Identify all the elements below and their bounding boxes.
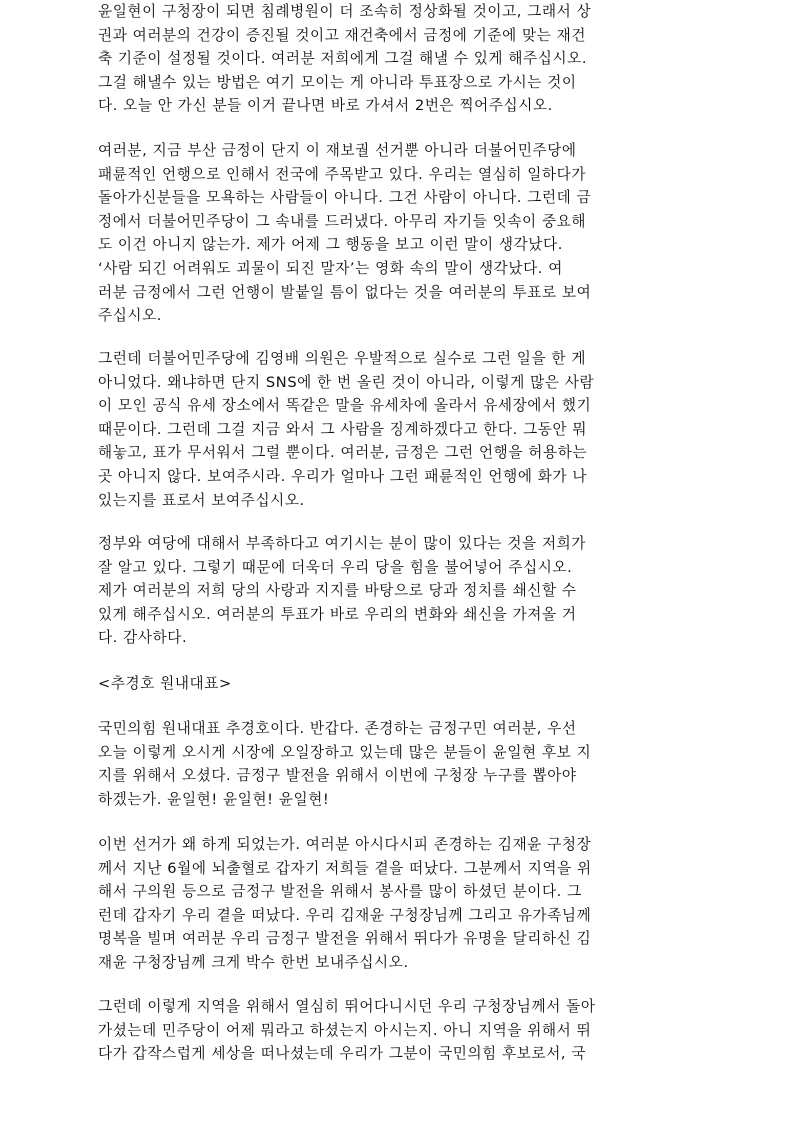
text-line: 잘 알고 있다. 그렇기 때문에 더욱더 우리 당을 힘을 불어넣어 주십시오. (98, 558, 573, 576)
text-line: 해서 구의원 등으로 금정구 발전을 위해서 봉사를 많이 하셨던 분이다. 그 (98, 883, 582, 901)
text-line: 주십시오. (98, 307, 163, 325)
text-line: 국민의힘 원내대표 추경호이다. 반갑다. 존경하는 금정구민 여러분, 우선 (98, 720, 577, 737)
text-line: 러분 금정에서 그런 언행이 발붙일 틈이 없다는 것을 여러분의 투표로 보여 (98, 283, 592, 301)
text-line: 해놓고, 표가 무서워서 그럴 뿐이다. 여러분, 금정은 그런 언행을 허용하는 (98, 444, 588, 462)
text-line: 재윤 구청장님께 크게 박수 한번 보내주십시오. (98, 953, 409, 971)
text-line: 지를 위해서 오셨다. 금정구 발전을 위해서 이번에 구청장 누구를 뽑아야 (98, 767, 577, 785)
text-line: 하겠는가. 윤일현! 윤일현! 윤일현! (98, 790, 330, 808)
text-line: 그걸 해낼수 있는 방법은 여기 모이는 게 아니라 투표장으로 가시는 것이 (98, 73, 577, 91)
text-line: 있는지를 표로서 보여주십시오. (98, 491, 305, 509)
text-line: 명복을 빌며 여러분 우리 금정구 발전을 위해서 뛰다가 유명을 달리하신 김 (98, 930, 592, 948)
text-line: 정부와 여당에 대해서 부족하다고 여기시는 분이 많이 있다는 것을 저희가 (98, 535, 587, 552)
text-line: 패륜적인 언행으로 인해서 전국에 주목받고 있다. 우리는 열심히 일하다가 (98, 165, 587, 183)
text-line: 도 이건 아니지 않는가. 제가 어제 그 행동을 보고 이런 말이 생각났다. (98, 236, 563, 254)
text-line: 곳 아니지 않다. 보여주시라. 우리가 얼마나 그런 패륜적인 언행에 화가 나 (98, 467, 588, 485)
text-line: 런데 갑자기 우리 곁을 떠났다. 우리 김재윤 구청장님께 그리고 유가족님께 (98, 906, 592, 924)
text-line: 정에서 더불어민주당이 그 속내를 드러냈다. 아무리 자기들 잇속이 중요해 (98, 212, 587, 230)
text-line: 오늘 이렇게 오시게 시장에 오일장하고 있는데 많은 분들이 윤일현 후보 지 (98, 743, 592, 761)
text-line: 윤일현이 구청장이 되면 침례병원이 더 조속히 정상화될 것이고, 그래서 상 (98, 3, 592, 20)
text-line: 이번 선거가 왜 하게 되었는가. 여러분 아시다시피 존경하는 김재윤 구청장 (98, 836, 592, 853)
paragraph (98, 717, 591, 811)
text-line: 여러분, 지금 부산 금정이 단지 이 재보궐 선거뿐 아니라 더불어민주당에 (98, 142, 577, 159)
text-line: 다. 감사하다. (98, 629, 188, 647)
text-line: ‘사람 되긴 어려워도 괴물이 되진 말자’는 영화 속의 말이 생각났다. 여 (98, 259, 563, 277)
text-line: 있게 해주십시오. 여러분의 투표가 바로 우리의 변화와 쇄신을 가져올 거 (98, 605, 577, 623)
paragraph (98, 139, 591, 328)
text-line: 이 모인 공식 유세 장소에서 똑같은 말을 유세차에 올라서 유세장에서 했기 (98, 397, 592, 415)
text-line: 권과 여러분의 건강이 증진될 것이고 재건축에서 금정에 기준에 맞는 재건 (98, 26, 587, 44)
text-line: 그런데 더불어민주당에 김영배 의원은 우발적으로 실수로 그런 일을 한 게 (98, 350, 587, 367)
paragraph (98, 995, 596, 1066)
paragraph (98, 347, 594, 512)
text-line: 그런데 이렇게 지역을 위해서 열심히 뛰어다니시던 우리 구청장님께서 돌아 (98, 998, 596, 1015)
text-line: 제가 여러분의 저희 당의 사랑과 지지를 바탕으로 당과 정치를 쇄신할 수 (98, 582, 577, 600)
section-heading (98, 672, 232, 696)
text-line: 돌아가신분들을 모욕하는 사람들이 아니다. 그건 사람이 아니다. 그런데 금 (98, 189, 592, 207)
paragraph (98, 0, 591, 118)
text-line: 께서 지난 6월에 뇌출혈로 갑자기 저희들 곁을 떠났다. 그분께서 지역을 위 (98, 859, 592, 877)
speaker-label: <추경호 원내대표> (98, 675, 232, 692)
text-line: 가셨는데 민주당이 어제 뭐라고 하셨는지 아시는지. 아니 지역을 위해서 뛰 (98, 1021, 592, 1039)
text-line: 축 기준이 설정될 것이다. 여러분 저희에게 그걸 해낼 수 있게 해주십시오. (98, 50, 588, 68)
text-line: 다. 오늘 안 가신 분들 이거 끝나면 바로 가셔서 2번은 찍어주십시오. (98, 97, 553, 115)
paragraph (98, 833, 592, 975)
text-line: 다가 갑작스럽게 세상을 떠나셨는데 우리가 그분이 국민의힘 후보로서, 국 (98, 1045, 587, 1063)
text-line: 때문이다. 그런데 그걸 지금 와서 그 사람을 징계하겠다고 한다. 그동안 뭐 (98, 420, 588, 438)
text-line: 아니었다. 왜냐하면 단지 SNS에 한 번 올린 것이 아니라, 이렇게 많은 사람 (98, 373, 595, 391)
paragraph (98, 532, 586, 650)
